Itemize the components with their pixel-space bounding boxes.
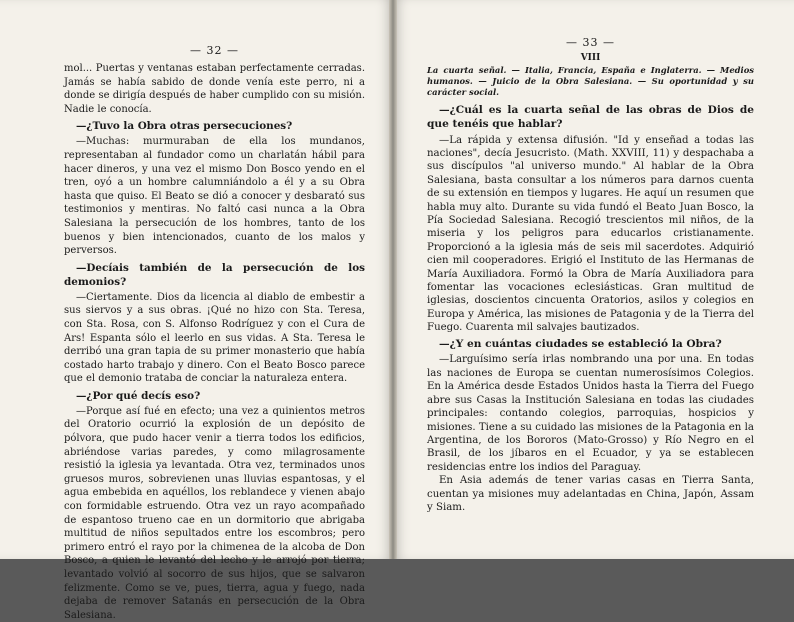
right-page: [393, 0, 794, 559]
paragraph: —Muchas: murmuraban de ella los mundanos, representaban al fundador como un charlatán hábil para hacer dineros, y una vez el mismo Don Bosco yendo en el tren, oyó a un hombre calumniándolo a él y a su Obra hasta que quiso. El Beato se dió a conocer y desbarató sus testimonios y mentiras. No faltó casi nunca a la Obra Salesiana la persecución de los hombres, tanto de los buenos y bien intencionados, cuanto de los malos y perversos.: [64, 136, 365, 257]
question-heading: —¿Tuvo la Obra otras persecuciones?: [76, 120, 293, 133]
paragraph: —La rápida y extensa difusión. "Id y enseñad a todas las naciones", decía Jesucristo. (Math. XXVIII, 11) y despachaba a sus discípulos "al universo mundo." Al hablar de la Obra Salesiana, basta consultar a los números para darnos cuenta de su extensión en tiempos y lugares. He aquí un resumen que habla muy alto. Durante su vida fundó el Beato Juan Bosco, la Pía Sociedad Salesiana. Recogió trescientos mil niños, de la miseria y los peligros para educarlos cristianamente. Proporcionó a la iglesia más de seis mil sacerdotes. Adquirió cien mil cooperadores. Erigió el Instituto de las Hermanas de María Auxiliadora. Formó la Obra de María Auxiliadora para fomentar las vocaciones eclesiásticas. Gran multitud de iglesias, doscientos cincuenta Oratorios, asilos y colegios en Europa y América, las misiones de Patagonia y de la Tierra del Fuego. Cuarenta mil salvajes bautizados.: [427, 134, 754, 334]
paragraph: —Larguísimo sería irlas nombrando una por una. En todas las naciones de Europa se cuentan numerosísimos Colegios. En la América desde Estados Unidos hasta la Tierra del Fuego abre sus Casas la Institución Salesiana en todas las ciudades principales: contando colegios, parroquias, hospicios y misiones. Tiene a su cuidado las misiones de la Patagonia en la Argentina, de los Bororos (Mato-Grosso) y Río Negro en el Brasil, de los jíbaros en el Ecuador, y ya se establecen residencias entre los indios del Paraguay.: [427, 354, 754, 473]
paragraph: En Asia además de tener varias casas en Tierra Santa, cuentan ya misiones muy adelantadas en China, Japón, Assam y Siam.: [427, 475, 754, 513]
page-number-left: — 32 —: [190, 44, 239, 57]
chapter-summary: La cuarta señal. — Italia, Francia, España e Inglaterra. — Medios humanos. — Juicio de la Obra Salesiana. — Su oportunidad y su carácter social.: [427, 65, 754, 97]
question-heading: —¿Y en cuántas ciudades se estableció la Obra?: [439, 337, 722, 350]
page-number-right: — 33 —: [566, 36, 615, 49]
question-heading: —Decíais también de la persecución de los demonios?: [64, 261, 365, 288]
paragraph: —Ciertamente. Dios da licencia al diablo de embestir a sus siervos y a sus obras. ¡Qué no hizo con Sta. Teresa, con Sta. Rosa, con S. Alfonso Rodríguez y con el Cura de Ars! Espanta sólo el leerlo en sus vidas. A Sta. Teresa le derribó una gran tapia de su primer monasterio que había costado harto trabajo y dinero. Con el Beato Bosco parece que el demonio trataba de conciar la naturaleza entera.: [64, 291, 365, 385]
paragraph: —Porque así fué en efecto; una vez a quinientos metros del Oratorio ocurrió la explosión de un depósito de pólvora, que pudo hacer venir a tierra todos los edificios, abriéndose varias paredes, y como milagrosamente resistió la iglesia ya levantada. Otra vez, terminados unos gruesos muros, sobrevienen unas lluvias espantosas, y el agua embebida en aquéllos, los reblandece y vienen abajo con formidable estruendo. Otra vez un rayo acompañado de espantoso trueno cae en un dormitorio que abrigaba multitud de niños sepultados entre los escombros; pero primero entró el rayo por la chimenea de la alcoba de Don Bosco, a quien le levantó del lecho y le arrojó por tierra; levantado volvió al socorro de sus hijos, que se salvaron felizmente. Como se ve, pues, tierra, agua y fuego, nada dejaba de remover Satanás en persecución de la Obra Salesiana.: [64, 405, 365, 621]
question-heading: —¿Por qué decís eso?: [76, 389, 201, 402]
chapter-number: VIII: [580, 53, 601, 63]
question-heading: —¿Cuál es la cuarta señal de las obras de Dios de que tenéis que hablar?: [427, 104, 754, 130]
book-gutter: [389, 0, 397, 559]
left-page: [0, 0, 393, 621]
paragraph: mol... Puertas y ventanas estaban perfectamente cerradas. Jamás se había sabido de donde venía este perro, ni a donde se dirigía después de haber cumplido con su misión. Nadie le conocía.: [64, 63, 365, 115]
